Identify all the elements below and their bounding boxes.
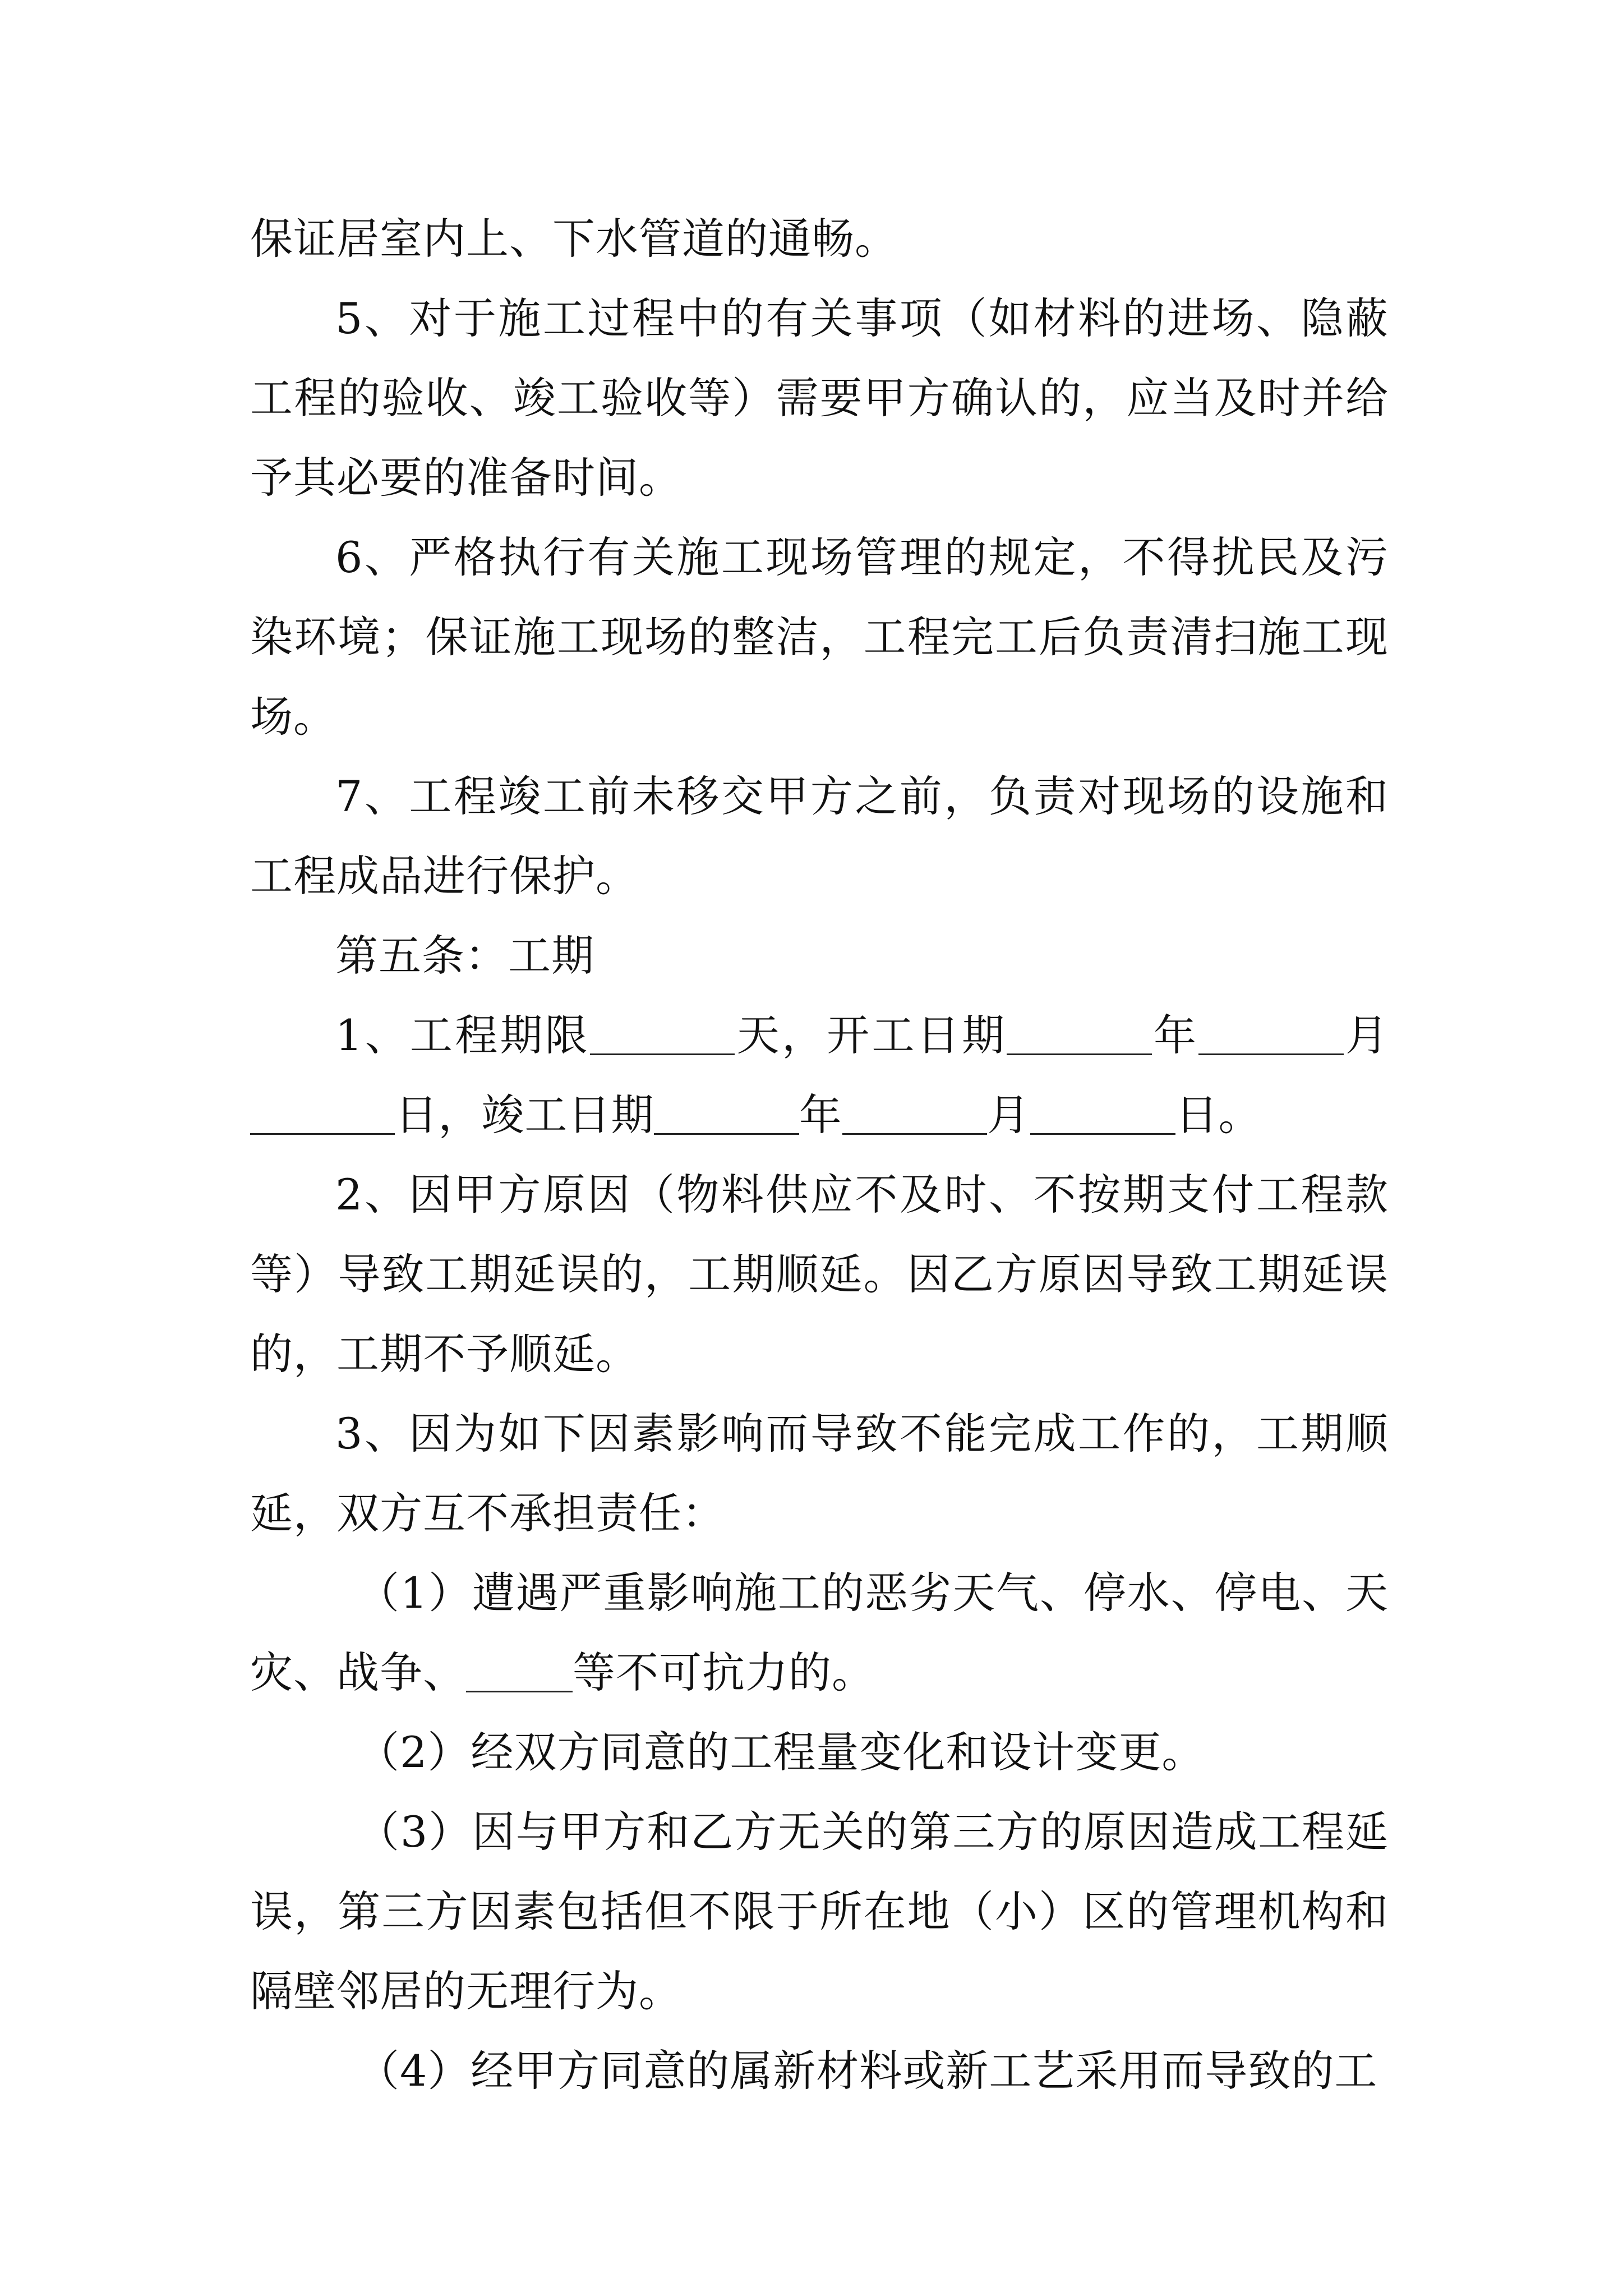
- term-1-text-e: 日，竣工日期: [395, 1090, 654, 1140]
- end-day-blank[interactable]: [1030, 1095, 1175, 1135]
- term-1-text-c: 年: [1151, 1010, 1199, 1060]
- document-page: [250, 199, 1389, 2111]
- paragraph-continuation: 保证居室内上、下水管道的通畅。: [250, 214, 898, 264]
- item-1-text-b: 等不可抗力的。: [573, 1648, 875, 1697]
- term-3: 3、因为如下因素影响而导致不能完成工作的，工期顺延，双方互不承担责任：: [250, 1409, 1389, 1538]
- days-blank[interactable]: [590, 1015, 735, 1055]
- term-3-item-3: （3）因与甲方和乙方无关的第三方的原因造成工程延误，第三方因素包括但不限于所在地（小）区的管理机构和隔壁邻居的无理行为。: [250, 1807, 1389, 2016]
- term-3-item-4: （4）经甲方同意的属新材料或新工艺采用而导致的工: [357, 2046, 1378, 2096]
- term-1-text-f: 年: [799, 1090, 842, 1140]
- start-day-blank[interactable]: [250, 1095, 395, 1135]
- term-1-text-d: 月: [1343, 1010, 1389, 1060]
- start-month-blank[interactable]: [1198, 1015, 1343, 1055]
- force-majeure-blank[interactable]: [466, 1653, 573, 1692]
- term-1-text-h: 日。: [1175, 1090, 1262, 1140]
- article-5-heading: 第五条：工期: [335, 931, 594, 981]
- term-1-text-a: 1、工程期限: [335, 1010, 591, 1060]
- item-1-text-a: （1）遭遇严重影响施工的恶劣天气、停水、停电、天灾、战争、: [250, 1568, 1389, 1697]
- term-1-text-b: 天，开工日期: [735, 1010, 1007, 1060]
- term-1-schedule: [250, 996, 1389, 1155]
- term-3-item-1: [250, 1553, 1389, 1713]
- term-2: 2、因甲方原因（物料供应不及时、不按期支付工程款等）导致工期延误的，工期顺延。因乙方原因导致工期延误的，工期不予顺延。: [250, 1170, 1389, 1379]
- term-1-text-g: 月: [987, 1090, 1031, 1140]
- start-year-blank[interactable]: [1007, 1015, 1151, 1055]
- term-3-item-2: （2）经双方同意的工程量变化和设计变更。: [357, 1727, 1205, 1777]
- end-year-blank[interactable]: [654, 1095, 799, 1135]
- paragraph-item-6: 6、严格执行有关施工现场管理的规定，不得扰民及污染环境；保证施工现场的整洁，工程完工后负责清扫施工现场。: [250, 532, 1389, 742]
- end-month-blank[interactable]: [842, 1095, 987, 1135]
- paragraph-item-7: 7、工程竣工前未移交甲方之前，负责对现场的设施和工程成品进行保护。: [250, 771, 1389, 901]
- paragraph-item-5: 5、对于施工过程中的有关事项（如材料的进场、隐蔽工程的验收、竣工验收等）需要甲方确认的，应当及时并给予其必要的准备时间。: [250, 293, 1389, 503]
